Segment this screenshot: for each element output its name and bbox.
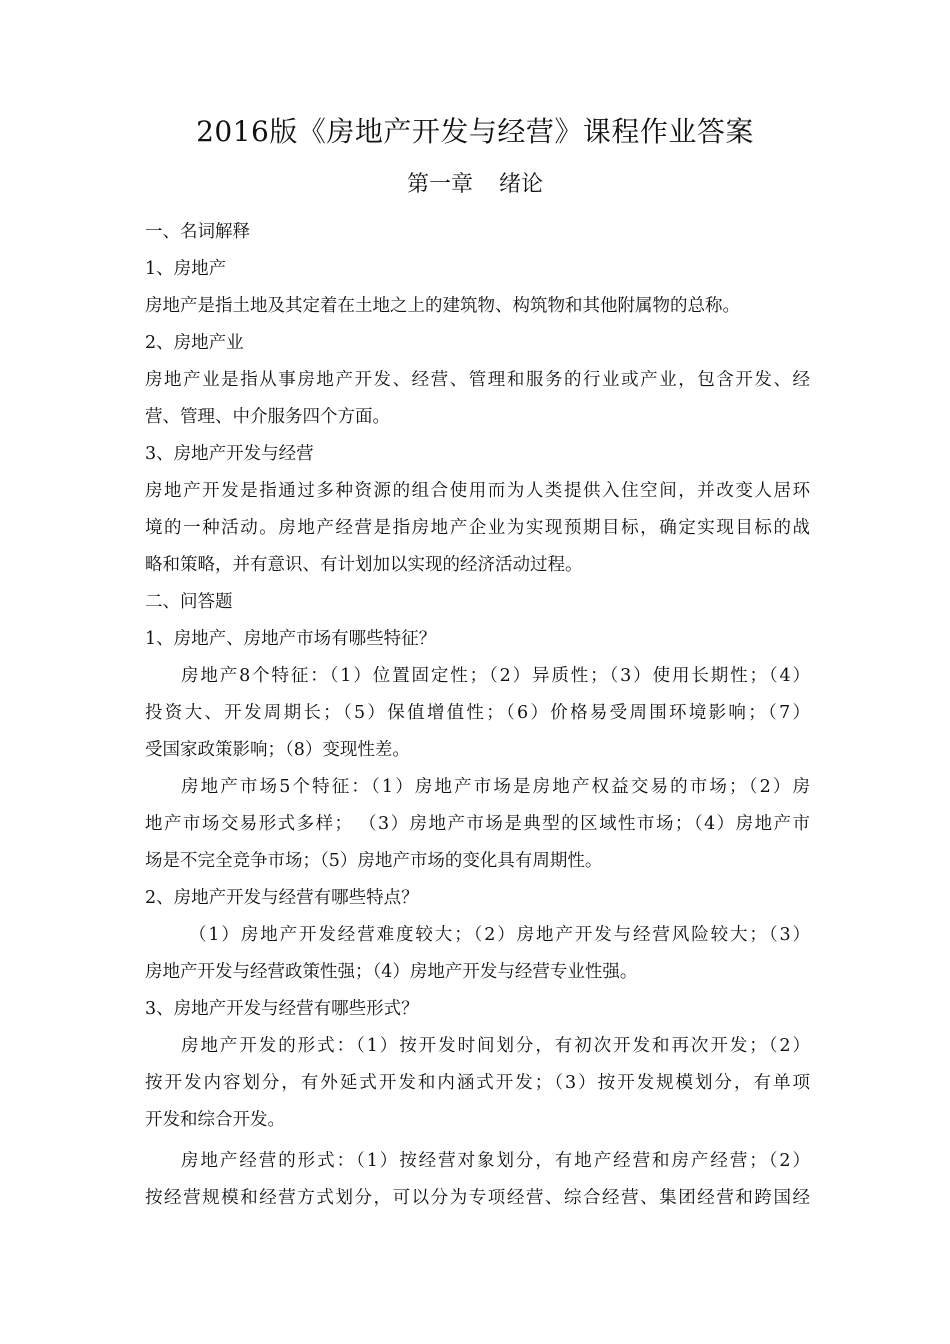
chapter-number: 第一章: [406, 172, 473, 197]
document-title: 2016版《房地产开发与经营》课程作业答案: [196, 115, 754, 148]
paragraph-line: 开发和综合开发。: [145, 1110, 285, 1130]
section-heading: 一、名词解释: [145, 222, 250, 242]
paragraph-line: 房地产开发的形式：（1）按开发时间划分，有初次开发和再次开发；（2）: [181, 1036, 810, 1056]
paragraph-line: 受国家政策影响；（8）变现性差。: [145, 740, 410, 760]
question-heading: 1、房地产、房地产市场有哪些特征？: [145, 629, 437, 649]
paragraph-line: 房地产经营的形式：（1）按经营对象划分，有地产经营和房产经营；（2）: [181, 1151, 810, 1171]
chapter-heading: [0, 168, 950, 202]
section-heading: 二、问答题: [145, 592, 233, 612]
paragraph-line: 略和策略，并有意识、有计划加以实现的经济活动过程。: [145, 555, 583, 575]
paragraph-line: 按经营规模和经营方式划分，可以分为专项经营、综合经营、集团经营和跨国经: [145, 1188, 810, 1208]
term-heading: 3、房地产开发与经营: [145, 444, 314, 464]
term-heading: 1、房地产: [145, 259, 227, 279]
chapter-name: 绪论: [499, 172, 544, 197]
paragraph-line: 房地产开发是指通过多种资源的组合使用而为人类提供入住空间，并改变人居环: [145, 481, 810, 501]
paragraph-line: 场是不完全竞争市场；（5）房地产市场的变化具有周期性。: [145, 851, 603, 871]
paragraph-line: 房地产业是指从事房地产开发、经营、管理和服务的行业或产业，包含开发、经: [145, 370, 810, 390]
paragraph-line: 营、管理、中介服务四个方面。: [145, 407, 390, 427]
paragraph-line: 房地产是指土地及其定着在土地之上的建筑物、构筑物和其他附属物的总称。: [145, 296, 740, 316]
document-body: [145, 214, 810, 1217]
paragraph-line: 境的一种活动。房地产经营是指房地产企业为实现预期目标，确定实现目标的战: [145, 518, 810, 538]
paragraph-line: 投资大、开发周期长；（5）保值增值性；（6）价格易受周围环境影响；（7）: [145, 703, 810, 723]
paragraph-line: 房地产8个特征：（1）位置固定性；（2）异质性；（3）使用长期性；（4）: [181, 666, 810, 686]
paragraph-line: 房地产市场5个特征：（1）房地产市场是房地产权益交易的市场；（2）房: [181, 777, 810, 797]
paragraph-line: 地产市场交易形式多样； （3）房地产市场是典型的区域性市场；（4）房地产市: [145, 814, 810, 834]
term-heading: 2、房地产业: [145, 333, 244, 353]
paragraph-line: （1）房地产开发经营难度较大；（2）房地产开发与经营风险较大；（3）: [189, 925, 810, 945]
question-heading: 3、房地产开发与经营有哪些形式？: [145, 999, 419, 1019]
paragraph-line: 按开发内容划分，有外延式开发和内涵式开发；（3）按开发规模划分，有单项: [145, 1073, 810, 1093]
paragraph-line: 房地产开发与经营政策性强；（4）房地产开发与经营专业性强。: [145, 962, 638, 982]
question-heading: 2、房地产开发与经营有哪些特点？: [145, 888, 419, 908]
